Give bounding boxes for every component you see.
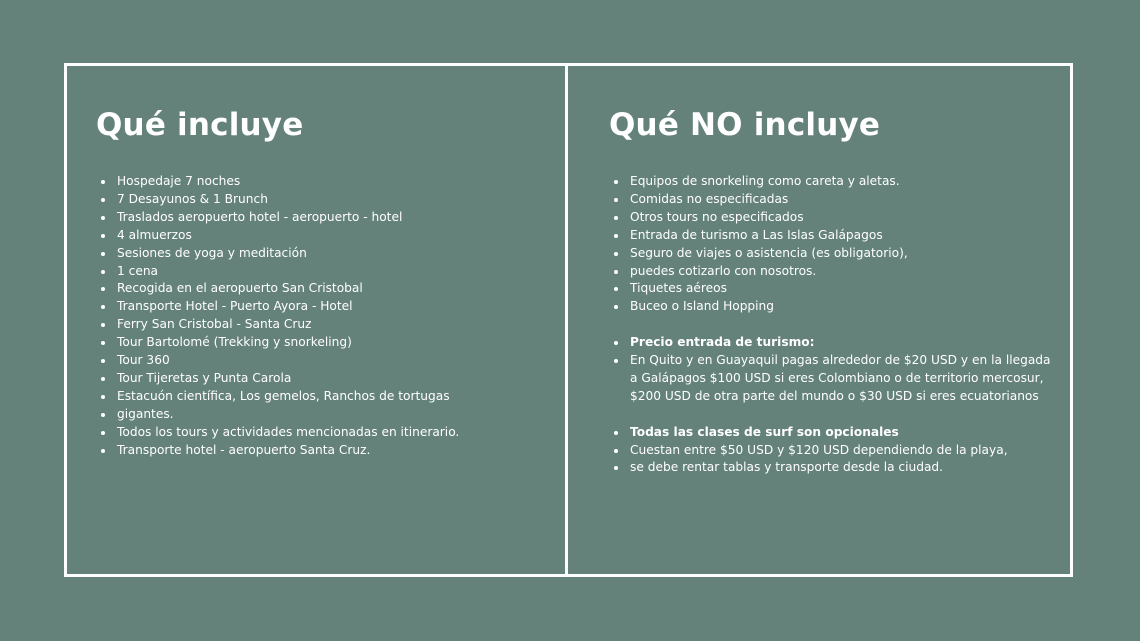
list-item: Sesiones de yoga y meditación [96, 245, 551, 263]
list-item: Hospedaje 7 noches [96, 173, 551, 191]
list-item: Todos los tours y actividades mencionadas en itinerario. [96, 424, 551, 442]
column-divider [565, 63, 568, 577]
list-item: Buceo o Island Hopping [609, 298, 1054, 316]
excludes-panel [609, 100, 1054, 477]
includes-list [96, 173, 551, 460]
spacer [609, 406, 1054, 424]
list-item: se debe rentar tablas y transporte desde la ciudad. [609, 459, 1054, 477]
excludes-list [609, 173, 1054, 316]
list-item: Cuestan entre $50 USD y $120 USD dependiendo de la playa, [609, 442, 1054, 460]
includes-panel [96, 100, 551, 460]
list-item: Transporte Hotel - Puerto Ayora - Hotel [96, 298, 551, 316]
list-item: puedes cotizarlo con nosotros. [609, 263, 1054, 281]
list-item: Tour Bartolomé (Trekking y snorkeling) [96, 334, 551, 352]
list-item: Entrada de turismo a Las Islas Galápagos [609, 227, 1054, 245]
list-item: 1 cena [96, 263, 551, 281]
list-item: Transporte hotel - aeropuerto Santa Cruz. [96, 442, 551, 460]
list-item: Estacuón científica, Los gemelos, Ranchos de tortugas [96, 388, 551, 406]
list-item: gigantes. [96, 406, 551, 424]
list-item: Equipos de snorkeling como careta y aletas. [609, 173, 1054, 191]
includes-title: Qué incluye [96, 107, 304, 143]
list-item: 7 Desayunos & 1 Brunch [96, 191, 551, 209]
list-item: Otros tours no especificados [609, 209, 1054, 227]
list-item: Recogida en el aeropuerto San Cristobal [96, 280, 551, 298]
list-item: Tour 360 [96, 352, 551, 370]
tourism-fee-heading: Precio entrada de turismo: [609, 334, 1054, 352]
tourism-fee-text: En Quito y en Guayaquil pagas alrededor de $20 USD y en la llegada a Galápagos $100 USD si eres Colombiano o de territorio mercosur, $200 USD de otra parte del mundo o $30 USD si eres ecuatorianos [609, 352, 1054, 406]
list-item: Tour Tijeretas y Punta Carola [96, 370, 551, 388]
surf-list [609, 424, 1054, 478]
list-item: 4 almuerzos [96, 227, 551, 245]
list-item: Traslados aeropuerto hotel - aeropuerto - hotel [96, 209, 551, 227]
tourism-fee-list [609, 334, 1054, 406]
list-item: Comidas no especificadas [609, 191, 1054, 209]
excludes-title: Qué NO incluye [609, 107, 881, 143]
surf-heading: Todas las clases de surf son opcionales [609, 424, 1054, 442]
spacer [609, 316, 1054, 334]
list-item: Seguro de viajes o asistencia (es obligatorio), [609, 245, 1054, 263]
list-item: Ferry San Cristobal - Santa Cruz [96, 316, 551, 334]
list-item: Tiquetes aéreos [609, 280, 1054, 298]
